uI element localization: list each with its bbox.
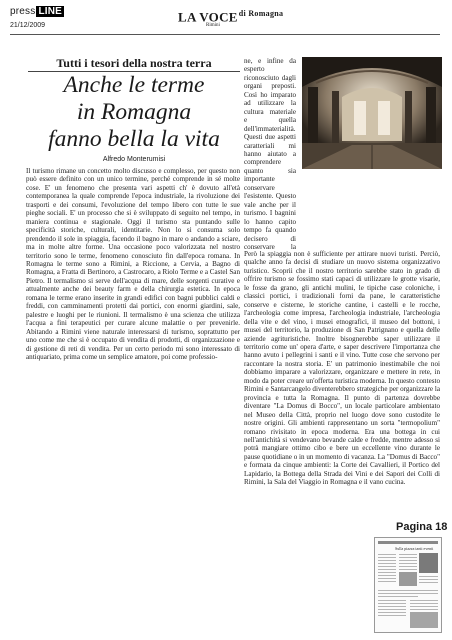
article-column-left: Il turismo rimane un concetto molto discusso e complesso, per questo non può essere definito con un unico termine, perché comprende in sé molte cose. E' un fenomeno che presenta vari aspetti ch' è dovuto all'età contemporanea la quale comprende l'epoca industriale, la rivoluzione dei trasporti e dei consumi, l'evoluzione del tempo libero con tutte le sue pieghe sociali. E' un processo che si è sviluppato di seguito nel tempo, in maniera continua e stagionale. Oggi il turismo sta puntando sulle specificità storiche, culturali, identitarie. Non lo si consuma solo prendendo il sole in spiaggia, facendo il bagno in mare o andando a sciare, ma in molte altre forme. Una occasione poco valorizzata nel nostro territorio sono le terme, fenomeno conosciuto fin dall'epoca romana. In Romagna le terme sono a Rimini, a Riccione, a Cervia, a Bagno di Romagna, a Fratta di Bertinoro, a Castrocaro, a Riolo Terme e a Castel San Pietro. Il termalismo si serve dell'acqua di mare, delle sorgenti curative e attualmente anche dei beauty farm e della chirurgia estetica. In epoca romana le terme erano inserite in grandi edifici con bagni pubblici caldi e freddi, con camminamenti protetti dai portici, con enormi giardini, sale, palestre e luoghi per le riunioni. Il termalismo è una scienza che utilizza l'acqua a fini terapeutici per curare alcune malattie o per prevenirle. Abitando a Rimini viene naturale interessarsi di turismo, soprattutto per uno come me che si è occupato di vendita di prodotti, di organizzazione e di gestione di reti di vendita. Per un certo periodo mi sono interessato di antiquariato, prima come un semplice amatore, poi come professio- [26, 167, 240, 361]
brand-press: press [10, 6, 36, 17]
thumbnail-headline: Sulla piazza tanti eventi [395, 546, 434, 551]
masthead-sub: Rimini [206, 23, 220, 29]
press-line-logo [10, 6, 64, 17]
brand-line: LINE [38, 6, 63, 17]
article-column-right: Però la spiaggia non è sufficiente per attirare nuovi turisti. Perciò, qualche anno fa decisi di studiare un nuovo sistema organizzativo turistico. Scoprii che il nostro territorio sarebbe stato in grado di offrire turismo se fossimo stati capaci di utilizzare le grotte visarie, le fosse da grano, gli antichi mulini, le tipiche case coloniche, i classici portici, i tradizionali forni da pane, le caratteristiche conserve e cisterne, le storiche cantine, i castelli e le rocche, l'archeologia come impresa, l'archeologia industriale, l'archeologia della vite e del vino, i musei etnografici, il museo del bottoni, i musei del territorio, la produzione di San Patrignano e quella delle aziende agrituristiche. Inoltre bisognerebbe saper utilizzare il territorio come un' opera d'arte, e saper descrivere l'importanza che hanno avuto i pellegrini i santi e il vino. Tutte cose che servono per raccontare la nostra storia. E' un patrimonio inestimabile che noi dobbiamo imparare a valorizzare, organizzare e mettere in rete, in modo da poter creare un'offerta turistica moderna. In questo contesto Rimini e Santarcangelo diventerebbero strategiche per organizzare la provincia e tutta la Romagna. Il punto di partenza dovrebbe diventare "La Domus di Bocco", un locale particolare ambientato nel Museo della Città, proprio nel luogo dove sono custodite le nostre origini. Gli ambienti rappresentano un sorta "termopolium" romano rivisitato in epoca moderna. Era una bottega in cui nell'antichità si vendevano bevande calde e fredde, mentre adesso si potrà mangiare ottimo cibo e bere un eccellente vino durante le pause quotidiane o in un momento di vacanza. La "Domus di Bacco" e formata da cinque ambienti: la Corte dei Cavallieri, il Portico del Lapidario, la Bottega della Strada dei Vini e dei Sapori dei Colli di Rimini, la Sala del Viaggio in Romagna e il vano cucina. [244, 250, 440, 487]
headline-line-2: in Romagna [76, 99, 192, 125]
newspaper-masthead [178, 9, 283, 28]
article-column-top-right: ne, e infine da esperto riconosciuto dagli organi preposti. Così ho imparato ad utilizzare la cultura materiale e quella dell'immaterialità. Questi due aspetti caratteriali mi hanno aiutato a comprendere quanto sia importante conservare l'esistente. Questo vale anche per il turismo. I bagnini lo hanno capito tempo fa quando decisero di conservare la [244, 57, 296, 251]
article-headline [28, 72, 240, 153]
headline-line-1: Anche le terme [63, 72, 205, 98]
masthead-name: LA VOCE [178, 9, 238, 25]
masthead-small: di Romagna [238, 9, 284, 18]
page-number: Pagina 18 [396, 521, 448, 533]
headline-line-3: fanno bella la vita [48, 126, 220, 152]
header-divider [10, 34, 440, 35]
issue-date: 21/12/2009 [10, 22, 46, 29]
page-header [0, 0, 452, 40]
article-kicker: Tutti i tesori della nostra terra [56, 56, 212, 70]
page-thumbnail[interactable] [374, 537, 442, 633]
article-byline: Alfredo Monterumisi [102, 156, 166, 163]
thermal-hall-photo [302, 57, 442, 169]
